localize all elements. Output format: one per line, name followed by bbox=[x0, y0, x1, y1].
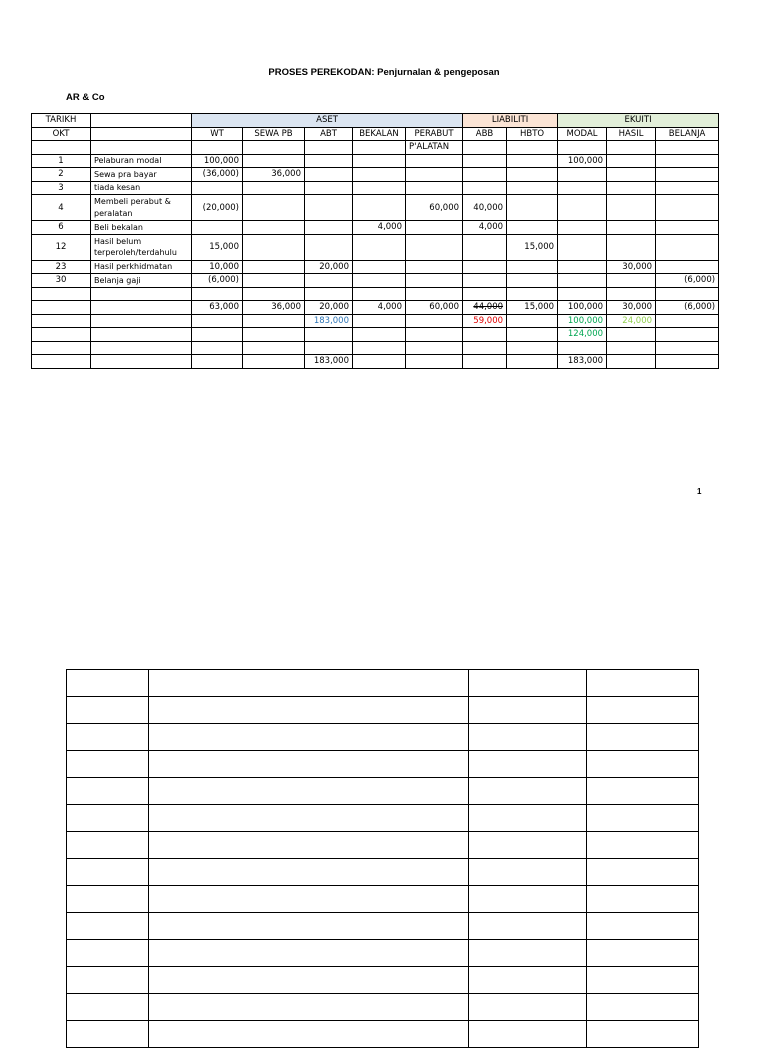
header-row-groups bbox=[32, 114, 719, 128]
row-value-hasil bbox=[607, 168, 656, 182]
header-tarikh: TARIKH bbox=[32, 114, 91, 128]
blank-cell bbox=[469, 724, 587, 751]
row-value-hbto: 15,000 bbox=[507, 234, 558, 260]
row-value-wt bbox=[192, 181, 243, 195]
row-value-bek bbox=[353, 234, 406, 260]
blank-cell bbox=[469, 859, 587, 886]
blank-cell bbox=[67, 967, 149, 994]
blank-row bbox=[67, 751, 699, 778]
row-value-bel bbox=[656, 181, 719, 195]
row-date: 2 bbox=[32, 168, 91, 182]
page-number: 1 bbox=[697, 487, 702, 496]
row-value-bel bbox=[656, 260, 719, 274]
blank-cell bbox=[587, 778, 699, 805]
blank-cell bbox=[587, 697, 699, 724]
blank-cell bbox=[149, 913, 469, 940]
blank-row bbox=[67, 832, 699, 859]
row-value-wt: 10,000 bbox=[192, 260, 243, 274]
table-row bbox=[32, 154, 719, 168]
blank-row bbox=[67, 913, 699, 940]
subtotal-aset: 183,000 bbox=[305, 314, 353, 328]
blank-cell bbox=[587, 967, 699, 994]
row-value-bel bbox=[656, 168, 719, 182]
row-value-abb bbox=[463, 274, 507, 288]
col-hbto: HBTO bbox=[507, 127, 558, 141]
blank-cell bbox=[587, 886, 699, 913]
row-value-abb bbox=[463, 168, 507, 182]
row-value-hbto bbox=[507, 274, 558, 288]
row-value-bel bbox=[656, 221, 719, 235]
row-value-abt bbox=[305, 221, 353, 235]
blank-cell bbox=[469, 994, 587, 1021]
row-value-modal bbox=[558, 195, 607, 221]
row-date: 1 bbox=[32, 154, 91, 168]
blank-cell bbox=[67, 832, 149, 859]
row-description: Beli bekalan bbox=[91, 221, 192, 235]
blank-cell bbox=[67, 805, 149, 832]
totals-row bbox=[32, 301, 719, 315]
row-value-per bbox=[406, 181, 463, 195]
row-value-modal bbox=[558, 234, 607, 260]
blank-cell bbox=[67, 697, 149, 724]
col-abt: ABT bbox=[305, 127, 353, 141]
row-value-per: 60,000 bbox=[406, 195, 463, 221]
row-value-modal bbox=[558, 168, 607, 182]
row-date: 4 bbox=[32, 195, 91, 221]
row-value-bek: 4,000 bbox=[353, 221, 406, 235]
total-bek: 4,000 bbox=[353, 301, 406, 315]
header-okt: OKT bbox=[32, 127, 91, 141]
row-value-wt: (20,000) bbox=[192, 195, 243, 221]
blank-row bbox=[67, 940, 699, 967]
row-value-hbto bbox=[507, 168, 558, 182]
empty-row bbox=[32, 287, 719, 301]
row-value-hasil bbox=[607, 274, 656, 288]
blank-cell bbox=[149, 697, 469, 724]
col-wt: WT bbox=[192, 127, 243, 141]
blank-row bbox=[67, 778, 699, 805]
header-liabiliti: LIABILITI bbox=[463, 114, 558, 128]
subtotal-modal: 100,000 bbox=[558, 314, 607, 328]
blank-cell bbox=[149, 940, 469, 967]
row-value-abb: 40,000 bbox=[463, 195, 507, 221]
col-belanja: BELANJA bbox=[656, 127, 719, 141]
row-value-hasil bbox=[607, 195, 656, 221]
blank-cell bbox=[67, 940, 149, 967]
total-bel: (6,000) bbox=[656, 301, 719, 315]
total-sewa: 36,000 bbox=[243, 301, 305, 315]
row-value-bel: (6,000) bbox=[656, 274, 719, 288]
header-row-sub bbox=[32, 141, 719, 155]
header-row-columns bbox=[32, 127, 719, 141]
subtotal-hasil: 24,000 bbox=[607, 314, 656, 328]
col-modal: MODAL bbox=[558, 127, 607, 141]
blank-row bbox=[67, 994, 699, 1021]
blank-cell bbox=[67, 724, 149, 751]
company-name: AR & Co bbox=[66, 92, 105, 103]
col-sewa-pb: SEWA PB bbox=[243, 127, 305, 141]
row-value-hasil: 30,000 bbox=[607, 260, 656, 274]
row-description: Membeli perabut & peralatan bbox=[91, 195, 192, 221]
row-description: Sewa pra bayar bbox=[91, 168, 192, 182]
row-value-per bbox=[406, 154, 463, 168]
row-value-bel bbox=[656, 154, 719, 168]
blank-cell bbox=[149, 994, 469, 1021]
row-value-hbto bbox=[507, 181, 558, 195]
row-value-sewa bbox=[243, 154, 305, 168]
table-row bbox=[32, 181, 719, 195]
table-row bbox=[32, 195, 719, 221]
accounting-equation-table bbox=[31, 113, 719, 369]
blank-cell bbox=[587, 994, 699, 1021]
row-value-sewa bbox=[243, 221, 305, 235]
table-row bbox=[32, 221, 719, 235]
row-value-bel bbox=[656, 195, 719, 221]
empty-row bbox=[32, 341, 719, 355]
row-value-wt: (6,000) bbox=[192, 274, 243, 288]
blank-cell bbox=[149, 724, 469, 751]
row-value-abt bbox=[305, 168, 353, 182]
blank-cell bbox=[587, 859, 699, 886]
blank-cell bbox=[149, 1021, 469, 1048]
blank-cell bbox=[469, 751, 587, 778]
row-value-abt: 20,000 bbox=[305, 260, 353, 274]
row-value-abb: 4,000 bbox=[463, 221, 507, 235]
grand-total-ekuiti: 183,000 bbox=[558, 355, 607, 369]
row-value-hasil bbox=[607, 181, 656, 195]
col-hasil: HASIL bbox=[607, 127, 656, 141]
blank-cell bbox=[469, 913, 587, 940]
table-row bbox=[32, 168, 719, 182]
blank-cell bbox=[587, 1021, 699, 1048]
row-value-wt: 15,000 bbox=[192, 234, 243, 260]
row-value-wt bbox=[192, 221, 243, 235]
row-value-modal bbox=[558, 221, 607, 235]
blank-cell bbox=[587, 832, 699, 859]
blank-row bbox=[67, 697, 699, 724]
row-value-abb bbox=[463, 181, 507, 195]
blank-cell bbox=[149, 886, 469, 913]
row-value-sewa: 36,000 bbox=[243, 168, 305, 182]
row-value-per bbox=[406, 221, 463, 235]
blank-cell bbox=[67, 886, 149, 913]
blank-cell bbox=[469, 778, 587, 805]
row-value-sewa bbox=[243, 181, 305, 195]
blank-cell bbox=[469, 886, 587, 913]
subtotal-ekuiti: 124,000 bbox=[558, 328, 607, 342]
row-value-hbto bbox=[507, 154, 558, 168]
row-value-abt bbox=[305, 274, 353, 288]
blank-cell bbox=[149, 751, 469, 778]
blank-cell bbox=[67, 1021, 149, 1048]
subtotal-liabiliti: 59,000 bbox=[463, 314, 507, 328]
blank-cell bbox=[587, 940, 699, 967]
row-value-per bbox=[406, 274, 463, 288]
blank-cell bbox=[149, 670, 469, 697]
row-value-wt: (36,000) bbox=[192, 168, 243, 182]
blank-journal-table bbox=[66, 669, 699, 1048]
row-value-bek bbox=[353, 274, 406, 288]
col-perabut-line2: P'ALATAN bbox=[406, 141, 463, 155]
header-aset: ASET bbox=[192, 114, 463, 128]
row-value-abt bbox=[305, 195, 353, 221]
blank-cell bbox=[469, 940, 587, 967]
blank-cell bbox=[587, 913, 699, 940]
row-value-wt: 100,000 bbox=[192, 154, 243, 168]
row-value-abb bbox=[463, 154, 507, 168]
row-value-sewa bbox=[243, 234, 305, 260]
row-value-hbto bbox=[507, 221, 558, 235]
header-ekuiti: EKUITI bbox=[558, 114, 719, 128]
blank-row bbox=[67, 724, 699, 751]
row-value-bek bbox=[353, 260, 406, 274]
grand-total-row bbox=[32, 355, 719, 369]
document-title: PROSES PEREKODAN: Penjurnalan & pengeposan bbox=[268, 67, 500, 78]
row-value-abt bbox=[305, 234, 353, 260]
blank-cell bbox=[587, 724, 699, 751]
row-value-modal bbox=[558, 260, 607, 274]
row-description: Hasil perkhidmatan bbox=[91, 260, 192, 274]
total-modal: 100,000 bbox=[558, 301, 607, 315]
blank-row bbox=[67, 859, 699, 886]
blank-cell bbox=[587, 751, 699, 778]
row-value-bek bbox=[353, 181, 406, 195]
blank-row bbox=[67, 886, 699, 913]
blank-cell bbox=[67, 994, 149, 1021]
row-value-abb bbox=[463, 234, 507, 260]
row-value-modal bbox=[558, 274, 607, 288]
row-value-sewa bbox=[243, 260, 305, 274]
row-value-bek bbox=[353, 195, 406, 221]
blank-cell bbox=[469, 670, 587, 697]
row-description: Hasil belum terperoleh/terdahulu bbox=[91, 234, 192, 260]
total-abb: 44,000 bbox=[463, 301, 507, 315]
blank-cell bbox=[67, 670, 149, 697]
row-value-abt bbox=[305, 154, 353, 168]
total-abt: 20,000 bbox=[305, 301, 353, 315]
row-value-hbto bbox=[507, 260, 558, 274]
blank-row bbox=[67, 670, 699, 697]
table-row bbox=[32, 234, 719, 260]
blank-cell bbox=[469, 805, 587, 832]
blank-cell bbox=[469, 1021, 587, 1048]
row-value-sewa bbox=[243, 274, 305, 288]
row-date: 6 bbox=[32, 221, 91, 235]
table-row bbox=[32, 260, 719, 274]
blank-cell bbox=[469, 697, 587, 724]
blank-row bbox=[67, 1021, 699, 1048]
total-wt: 63,000 bbox=[192, 301, 243, 315]
row-value-per bbox=[406, 168, 463, 182]
row-value-per bbox=[406, 260, 463, 274]
row-value-abb bbox=[463, 260, 507, 274]
row-value-bek bbox=[353, 154, 406, 168]
row-date: 30 bbox=[32, 274, 91, 288]
blank-row bbox=[67, 805, 699, 832]
blank-cell bbox=[149, 859, 469, 886]
blank-cell bbox=[469, 832, 587, 859]
row-value-hasil bbox=[607, 154, 656, 168]
row-description: Pelaburan modal bbox=[91, 154, 192, 168]
col-perabut: PERABUT bbox=[406, 127, 463, 141]
subtotal-ekuiti-row bbox=[32, 328, 719, 342]
total-hasil: 30,000 bbox=[607, 301, 656, 315]
blank-cell bbox=[67, 913, 149, 940]
blank-cell bbox=[67, 778, 149, 805]
row-value-sewa bbox=[243, 195, 305, 221]
row-value-modal bbox=[558, 181, 607, 195]
row-date: 3 bbox=[32, 181, 91, 195]
blank-cell bbox=[149, 832, 469, 859]
blank-cell bbox=[67, 751, 149, 778]
blank-cell bbox=[149, 778, 469, 805]
blank-row bbox=[67, 967, 699, 994]
row-value-bel bbox=[656, 234, 719, 260]
col-abb: ABB bbox=[463, 127, 507, 141]
total-per: 60,000 bbox=[406, 301, 463, 315]
row-description: Belanja gaji bbox=[91, 274, 192, 288]
row-description: tiada kesan bbox=[91, 181, 192, 195]
blank-cell bbox=[149, 805, 469, 832]
table-row bbox=[32, 274, 719, 288]
row-date: 23 bbox=[32, 260, 91, 274]
blank-cell bbox=[469, 967, 587, 994]
row-value-hasil bbox=[607, 234, 656, 260]
row-value-hbto bbox=[507, 195, 558, 221]
total-hbto: 15,000 bbox=[507, 301, 558, 315]
row-value-per bbox=[406, 234, 463, 260]
grand-total-aset: 183,000 bbox=[305, 355, 353, 369]
row-value-modal: 100,000 bbox=[558, 154, 607, 168]
row-value-hasil bbox=[607, 221, 656, 235]
col-bekalan: BEKALAN bbox=[353, 127, 406, 141]
subtotal-row bbox=[32, 314, 719, 328]
row-date: 12 bbox=[32, 234, 91, 260]
blank-cell bbox=[149, 967, 469, 994]
row-value-bek bbox=[353, 168, 406, 182]
blank-cell bbox=[587, 805, 699, 832]
blank-cell bbox=[587, 670, 699, 697]
blank-cell bbox=[67, 859, 149, 886]
row-value-abt bbox=[305, 181, 353, 195]
